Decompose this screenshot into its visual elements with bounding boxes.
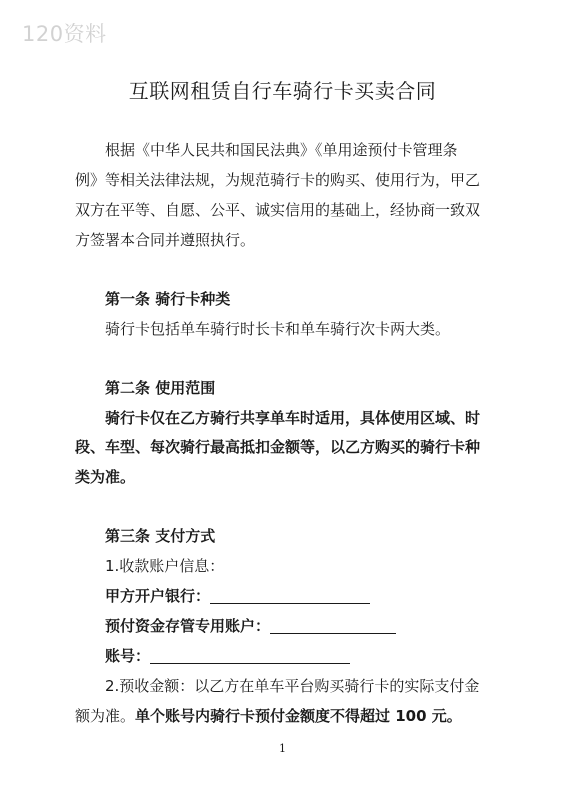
intro-line-2: 例》等相关法律法规，为规范骑行卡的购买、使用行为，甲乙 — [75, 171, 481, 189]
payment-item-2-line-1: 2.预收金额：以乙方在单车平台购买骑行卡的实际支付金 — [105, 677, 480, 695]
payment-item-2-normal: 额为准。 — [75, 707, 136, 725]
payment-item-2-line-2 — [75, 705, 462, 726]
payment-item-2-bold: 单个账号内骑行卡预付金额度不得超过 100 元。 — [135, 707, 462, 725]
contract-title: 互联网租赁自行车骑行卡买卖合同 — [128, 79, 437, 103]
account-number-row — [105, 645, 350, 666]
account-number-blank-line[interactable] — [150, 647, 350, 664]
intro-line-1: 根据《中华人民共和国民法典》《单用途预付卡管理条 — [105, 141, 458, 159]
article-1-heading: 第一条 骑行卡种类 — [105, 290, 231, 308]
article-2-body-line-1: 骑行卡仅在乙方骑行共享单车时适用，具体使用区域、时 — [105, 409, 481, 427]
article-1-body: 骑行卡包括单车骑行时长卡和单车骑行次卡两大类。 — [105, 320, 451, 338]
watermark: 120资料 — [22, 22, 107, 46]
bank-blank-line[interactable] — [210, 587, 370, 604]
deposit-account-row — [105, 615, 396, 636]
article-2-heading: 第二条 使用范围 — [105, 379, 216, 397]
intro-line-3: 双方在平等、自愿、公平、诚实信用的基础上，经协商一致双 — [75, 201, 481, 219]
deposit-account-blank-line[interactable] — [270, 617, 396, 634]
deposit-account-label: 预付资金存管专用账户： — [105, 617, 271, 635]
account-number-label: 账号： — [105, 647, 151, 665]
bank-label: 甲方开户银行： — [105, 587, 211, 605]
intro-line-4: 方签署本合同并遵照执行。 — [75, 231, 256, 249]
article-2-body-line-3: 类为准。 — [75, 468, 136, 486]
page-number: 1 — [279, 742, 286, 755]
payment-item-1: 1.收款账户信息： — [105, 557, 225, 575]
article-3-heading: 第三条 支付方式 — [105, 527, 216, 545]
article-2-body-line-2: 段、车型、每次骑行最高抵扣金额等，以乙方购买的骑行卡种 — [75, 438, 481, 456]
bank-field-row — [105, 585, 370, 606]
